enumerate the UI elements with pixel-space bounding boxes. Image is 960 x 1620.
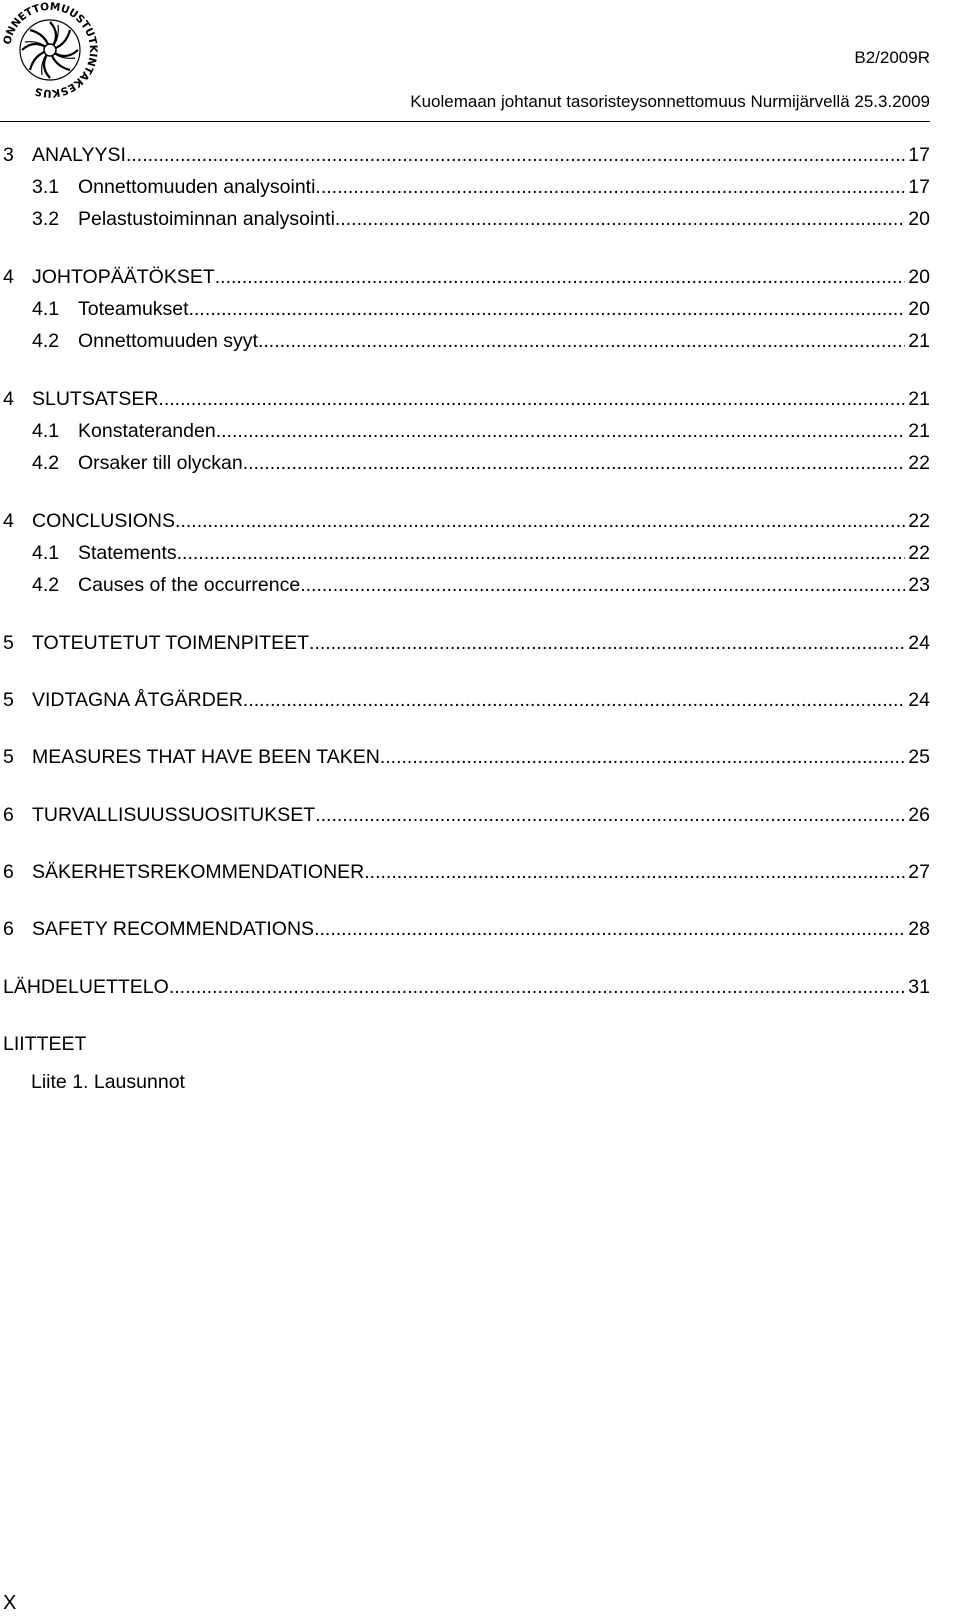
toc-entry[interactable]: [3, 207, 930, 231]
toc-entry[interactable]: [3, 451, 930, 475]
toc-entry-number: 6: [3, 861, 14, 883]
logo-ring-text: ONNETTOMUUSTUTKINTAKESKUS: [1, 0, 100, 100]
toc-leader-dots: [175, 509, 905, 533]
investigation-centre-logo: [0, 0, 100, 100]
toc-entry-number: 3.2: [32, 208, 60, 230]
toc-leader-dots: [126, 143, 905, 167]
toc-entry[interactable]: [3, 297, 930, 321]
header-divider: [0, 121, 930, 122]
appendix-heading: LIITTEET: [3, 1033, 87, 1055]
toc-entry-title: CONCLUSIONS: [32, 510, 176, 532]
toc-entry-page: 21: [908, 388, 930, 410]
toc-entry[interactable]: [3, 509, 930, 533]
toc-entry[interactable]: [3, 329, 930, 353]
toc-entry[interactable]: [3, 175, 930, 199]
toc-entry-number: 4: [3, 266, 14, 288]
toc-leader-dots: [243, 451, 906, 475]
toc-entry-page: 23: [908, 574, 930, 596]
toc-leader-dots: [335, 207, 905, 231]
toc-entry-title: SÄKERHETSREKOMMENDATIONER: [32, 861, 365, 883]
toc-leader-dots: [309, 631, 905, 655]
toc-entry-page: 20: [908, 298, 930, 320]
toc-entry-page: 21: [908, 420, 930, 442]
toc-entry-page: 27: [908, 861, 930, 883]
toc-entry[interactable]: [3, 803, 930, 827]
toc-entry-number: 4.1: [32, 420, 60, 442]
toc-entry-title: MEASURES THAT HAVE BEEN TAKEN: [32, 746, 380, 768]
toc-entry[interactable]: [3, 541, 930, 565]
footer-mark: X: [3, 1592, 17, 1614]
toc-entry-number: 4.1: [32, 298, 60, 320]
toc-entry-number: 6: [3, 918, 14, 940]
toc-entry-number: 6: [3, 804, 14, 826]
toc-entry-number: 4.1: [32, 542, 60, 564]
toc-entry-page: 22: [908, 452, 930, 474]
toc-leader-dots: [314, 917, 905, 941]
toc-leader-dots: [364, 860, 905, 884]
toc-entry-page: 24: [908, 632, 930, 654]
toc-leader-dots: [177, 541, 906, 565]
toc-leader-dots: [315, 803, 905, 827]
toc-leader-dots: [300, 573, 905, 597]
toc-entry-title: SLUTSATSER: [32, 388, 159, 410]
toc-entry-title: Causes of the occurrence: [78, 574, 301, 596]
toc-entry-number: 5: [3, 689, 14, 711]
toc-entry-page: 22: [908, 542, 930, 564]
toc-entry-title: Onnettomuuden analysointi: [78, 176, 316, 198]
toc-entry-page: 17: [908, 176, 930, 198]
toc-leader-dots: [158, 387, 905, 411]
toc-entry[interactable]: [3, 143, 930, 167]
toc-entry-page: 31: [908, 976, 930, 998]
toc-leader-dots: [215, 265, 906, 289]
toc-entry-page: 20: [908, 208, 930, 230]
toc-entry-number: 4.2: [32, 330, 60, 352]
toc-entry-number: 3.1: [32, 176, 60, 198]
toc-leader-dots: [169, 975, 905, 999]
toc-entry-page: 26: [908, 804, 930, 826]
toc-entry[interactable]: [3, 688, 930, 712]
toc-entry-title: Pelastustoiminnan analysointi: [78, 208, 335, 230]
toc-entry-title: SAFETY RECOMMENDATIONS: [32, 918, 315, 940]
toc-entry-title: VIDTAGNA ÅTGÄRDER: [32, 689, 243, 711]
toc-entry[interactable]: [3, 975, 930, 999]
toc-leader-dots: [380, 745, 905, 769]
toc-entry[interactable]: [3, 860, 930, 884]
toc-entry[interactable]: [3, 573, 930, 597]
toc-entry-title: Onnettomuuden syyt: [78, 330, 258, 352]
report-title: Kuolemaan johtanut tasoristeysonnettomuus Nurmijärvellä 25.3.2009: [410, 92, 930, 111]
toc-entry-title: Statements: [78, 542, 177, 564]
toc-entry-title: JOHTOPÄÄTÖKSET: [32, 266, 215, 288]
appendix-item-1[interactable]: Liite 1. Lausunnot: [31, 1071, 185, 1093]
toc-entry-title: Orsaker till olyckan: [78, 452, 243, 474]
toc-entry[interactable]: [3, 745, 930, 769]
toc-entry-page: 17: [908, 144, 930, 166]
toc-entry-number: 4.2: [32, 452, 60, 474]
toc-leader-dots: [315, 175, 905, 199]
toc-entry-page: 28: [908, 918, 930, 940]
toc-entry-page: 20: [908, 266, 930, 288]
toc-entry[interactable]: [3, 265, 930, 289]
toc-entry-number: 3: [3, 144, 14, 166]
toc-entry-number: 4: [3, 388, 14, 410]
toc-entry[interactable]: [3, 631, 930, 655]
toc-entry-page: 24: [908, 689, 930, 711]
toc-entry[interactable]: [3, 917, 930, 941]
toc-entry[interactable]: [3, 419, 930, 443]
toc-entry[interactable]: [3, 387, 930, 411]
toc-entry-page: 25: [908, 746, 930, 768]
toc-entry-title: LÄHDELUETTELO: [3, 976, 169, 998]
toc-entry-title: ANALYYSI: [32, 144, 126, 166]
toc-entry-title: TURVALLISUUSSUOSITUKSET: [32, 804, 316, 826]
toc-entry-number: 4: [3, 510, 14, 532]
toc-leader-dots: [243, 688, 905, 712]
toc-entry-page: 22: [908, 510, 930, 532]
toc-leader-dots: [258, 329, 905, 353]
toc-leader-dots: [189, 297, 906, 321]
toc-entry-number: 5: [3, 746, 14, 768]
toc-entry-title: TOTEUTETUT TOIMENPITEET: [32, 632, 309, 654]
toc-entry-title: Konstateranden: [78, 420, 216, 442]
toc-entry-number: 5: [3, 632, 14, 654]
toc-entry-number: 4.2: [32, 574, 60, 596]
report-code: B2/2009R: [854, 48, 930, 67]
toc-entry-page: 21: [908, 330, 930, 352]
toc-entry-title: Toteamukset: [78, 298, 189, 320]
toc-leader-dots: [216, 419, 906, 443]
